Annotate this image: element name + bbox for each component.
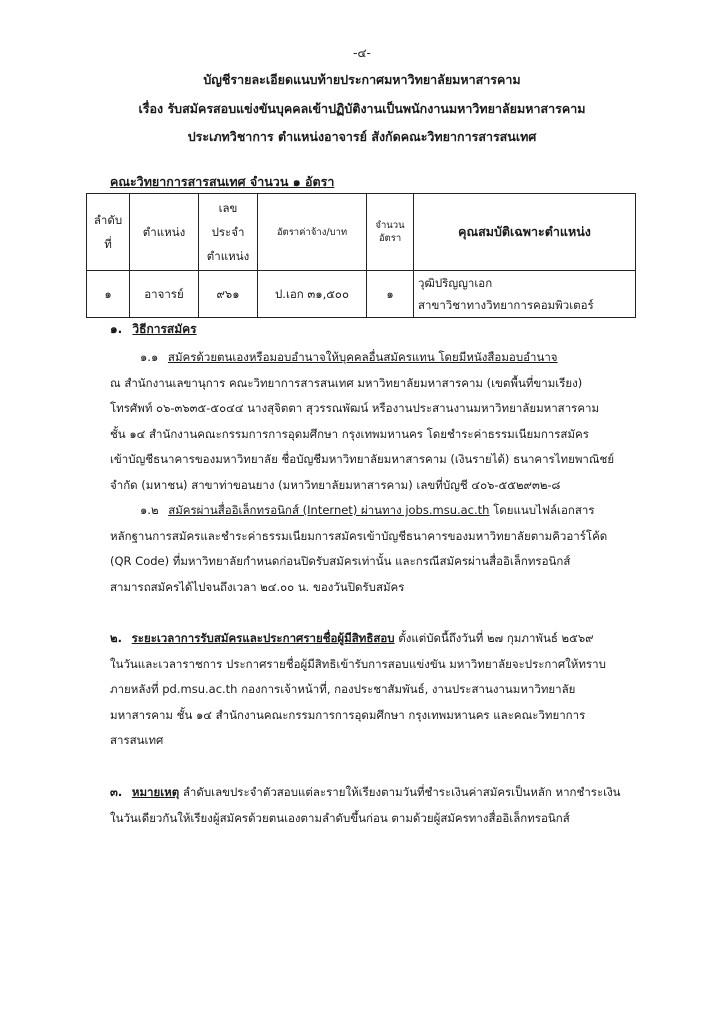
section1-2-number: ๑.๒ xyxy=(140,503,159,517)
section1-2-title: สมัครผ่านสื่ออิเล็กทรอนิกส์ (Internet) ผ่านทาง jobs.msu.ac.th xyxy=(168,503,490,517)
section1-1-block xyxy=(110,345,644,498)
section1-1-line: ชั้น ๑๔ สำนักงานคณะกรรมการการอุดมศึกษา กรุงเทพมหานคร โดยชำระค่าธรรมเนียมการสมัคร xyxy=(110,426,589,441)
section1-2-block xyxy=(110,498,644,600)
section2-after-title: ตั้งแต่บัดนี้ถึงวันที่ ๒๗ กุมภาพันธ์ ๒๕๖๙ xyxy=(394,631,594,645)
cell-count: ๑ xyxy=(367,271,414,318)
cell-salary: ป.เอก ๓๑,๕๐๐ xyxy=(258,271,367,318)
section3-number: ๓. xyxy=(110,785,123,799)
cell-position: อาจารย์ xyxy=(130,271,199,318)
section1-2-line: หลักฐานการสมัครและชำระค่าธรรมเนียมการสมัครเข้าบัญชีธนาคารของมหาวิทยาลัยตามคิวอาร์โค้ด xyxy=(110,528,608,543)
table-header-row xyxy=(87,194,636,271)
section1-1-line: เข้าบัญชีธนาคารของมหาวิทยาลัย ชื่อบัญชีมหาวิทยาลัยมหาสารคาม (เงินรายได้) ธนาคารไทยพาณิชย์ xyxy=(110,452,615,466)
header-qualification: คุณสมบัติเฉพาะตำแหน่ง xyxy=(414,194,636,271)
section3-after-title: ลำดับเลขประจำตัวสอบแต่ละรายให้เรียงตามวันที่ชำระเงินค่าสมัครเป็นหลัก หากชำระเงิน xyxy=(179,785,621,799)
header-position: ตำแหน่ง xyxy=(130,194,199,271)
section2-line: สารสนเทศ xyxy=(110,733,164,747)
header-order: ลำดับ ที่ xyxy=(87,194,130,271)
section1-2-after-title: โดยแนบไฟล์เอกสาร xyxy=(489,503,595,517)
header-salary: อัตราค่าจ้าง/บาท xyxy=(258,194,367,271)
section1-1-title: สมัครด้วยตนเองหรือมอบอำนาจให้บุคคลอื่นสมัครแทน โดยมีหนังสือมอบอำนาจ xyxy=(167,350,558,364)
header-title: บัญชีรายละเอียดแนบท้ายประกาศมหาวิทยาลัยมหาสารคาม xyxy=(203,72,521,87)
header-count: จำนวน อัตรา xyxy=(367,194,414,271)
table-row xyxy=(87,271,636,318)
header-category: ประเภทวิชาการ ตำแหน่งอาจารย์ สังกัดคณะวิทยาการสารสนเทศ xyxy=(187,129,537,144)
section1-1-number: ๑.๑ xyxy=(140,350,159,364)
section3-block xyxy=(110,780,644,831)
section1-1-line: จำกัด (มหาชน) สาขาท่าขอนยาง (มหาวิทยาลัยมหาสารคาม) เลขที่บัญชี ๔๐๖-๕๕๒๙๓๒-๘ xyxy=(110,477,561,492)
section2-title: ระยะเวลาการรับสมัครและประกาศรายชื่อผู้มีสิทธิสอบ xyxy=(131,631,395,645)
header-subject: เรื่อง รับสมัครสอบแข่งขันบุคคลเข้าปฏิบัติงานเป็นพนักงานมหาวิทยาลัยมหาสารคาม xyxy=(138,101,586,116)
section1-heading: ๑. วิธีการสมัคร xyxy=(110,322,197,336)
position-table xyxy=(86,193,636,318)
cell-qualification: วุฒิปริญญาเอก สาขาวิชาทางวิทยาการคอมพิวเตอร์ xyxy=(414,271,636,318)
section1-1-line: โทรศัพท์ ๐๖-๓๖๓๕-๕๐๔๔ นางสุจิตตา สุวรรณพัฒน์ หรืองานประสานงานมหาวิทยาลัยมหาสารคาม xyxy=(110,401,600,415)
page-number: -๔- xyxy=(353,46,371,60)
section2-line: ภายหลังที่ pd.msu.ac.th กองการเจ้าหน้าที่, กองประชาสัมพันธ์, งานประสานงานมหาวิทยาลัย xyxy=(110,682,576,696)
section2-line: มหาสารคาม ชั้น ๑๔ สำนักงานคณะกรรมการการอุดมศึกษา กรุงเทพมหานคร และคณะวิทยาการ xyxy=(110,707,586,722)
section2-line: ในวันและเวลาราชการ ประกาศรายชื่อผู้มีสิทธิเข้ารับการสอบแข่งขัน มหาวิทยาลัยจะประกาศให้ทราบ xyxy=(110,656,606,671)
section1-2-line: (QR Code) ที่มหาวิทยาลัยกำหนดก่อนปิดรับสมัครเท่านั้น และกรณีสมัครผ่านสื่ออิเล็กทรอนิกส์ xyxy=(110,554,571,568)
cell-position-number: ๙๖๑ xyxy=(199,271,258,318)
section3-title: หมายเหตุ xyxy=(131,785,180,799)
department-line: คณะวิทยาการสารสนเทศ จำนวน ๑ อัตรา xyxy=(110,174,335,189)
section2-number: ๒. xyxy=(110,631,122,645)
cell-order: ๑ xyxy=(87,271,130,318)
section1-2-line: สามารถสมัครได้ไปจนถึงเวลา ๒๔.๐๐ น. ของวันปิดรับสมัคร xyxy=(110,579,405,594)
section3-line: ในวันเดียวกันให้เรียงผู้สมัครด้วยตนเองตามลำดับขึ้นก่อน ตามด้วยผู้สมัครทางสื่ออิเล็กทรอนิกส์ xyxy=(110,810,570,825)
section2-block xyxy=(110,626,644,754)
section1-1-line: ณ สำนักงานเลขานุการ คณะวิทยาการสารสนเทศ มหาวิทยาลัยมหาสารคาม (เขตพื้นที่ขามเรียง) xyxy=(110,375,583,390)
header-position-number: เลข ประจำ ตำแหน่ง xyxy=(199,194,258,271)
